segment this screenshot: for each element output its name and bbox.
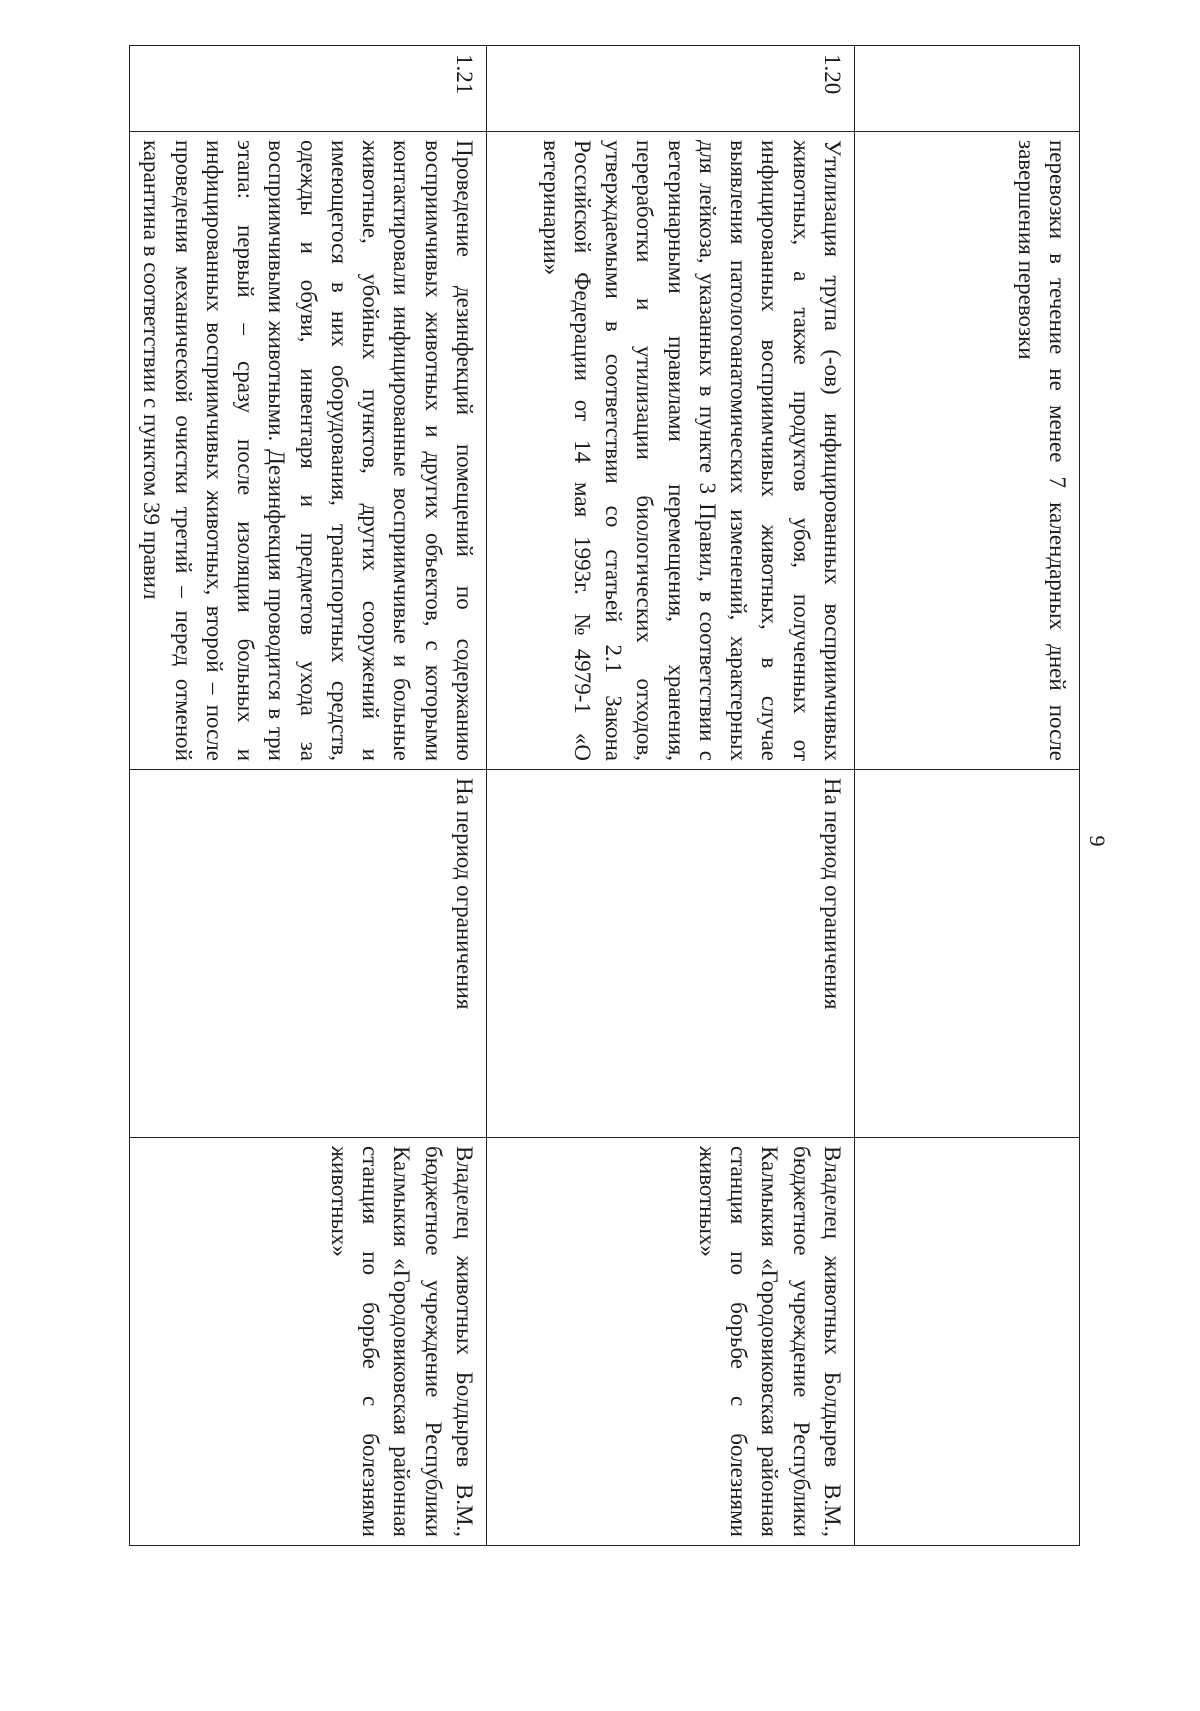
row-number: 1.21 — [452, 54, 477, 95]
measure-description-cell — [487, 132, 855, 770]
table-row — [487, 46, 855, 1546]
rotated-page-content — [135, 45, 1080, 1545]
row-number-cell — [130, 46, 487, 132]
deadline-text: На период ограничения — [820, 778, 845, 1010]
measure-description-cell — [130, 132, 487, 770]
responsible-text: Владелец животных Болдырев В.М., бюджетное учреждение Республики Калмыкия «Городовиковская районная станция по борьбе с болезнями животных» — [326, 1146, 477, 1537]
row-number: 1.20 — [820, 54, 845, 95]
measure-description-cell — [855, 132, 1080, 770]
responsible-cell — [487, 1138, 855, 1546]
deadline-cell — [130, 770, 487, 1138]
deadline-cell — [855, 770, 1080, 1138]
measures-table — [129, 45, 1080, 1546]
measure-description: перевозки в течение не менее 7 календарных дней после завершения перевозки — [1013, 140, 1070, 761]
page-number: 9 — [1085, 835, 1110, 847]
responsible-cell — [130, 1138, 487, 1546]
measure-description: Проведение дезинфекций помещений по содержанию восприимчивых животных и других объектов, с которыми контактировали инфицированные восприимчивые и больные животные, убойных пунктов, других сооружений и имеющегося в них оборудования, транспортных средств, одежды и обуви, инвентаря и предметов ухода за восприимчивыми животными. Дезинфекция проводится в три этапа: первый – сразу после изоляции больных и инфицированных восприимчивых животных, второй – после проведения механической очистки третий – перед отменой карантина в соответствии с пунктом 39 правил — [139, 140, 477, 761]
row-number-cell — [487, 46, 855, 132]
responsible-text: Владелец животных Болдырев В.М., бюджетное учреждение Республики Калмыкия «Городовиковская районная станция по борьбе с болезнями животных» — [694, 1146, 845, 1537]
deadline-cell — [487, 770, 855, 1138]
table-row — [855, 46, 1080, 1546]
table-row — [130, 46, 487, 1546]
measure-description: Утилизация трупа (-ов) инфицированных восприимчивых животных, а также продуктов убоя, полученных от инфицированных восприимчивых животных, в случае выявления патологоанатомических изменений, характерных для лейкоза, указанных в пункте 3 Правил, в соответствии с ветеринарными правилами перемещения, хранения, переработки и утилизации биологических отходов, утверждаемыми в соответствии со статьей 2.1 Закона Российской Федерации от 14 мая 1993г. №4979-1 «О ветеринарии» — [538, 140, 845, 761]
deadline-text: На период ограничения — [452, 778, 477, 1010]
responsible-cell — [855, 1138, 1080, 1546]
row-number-cell — [855, 46, 1080, 132]
